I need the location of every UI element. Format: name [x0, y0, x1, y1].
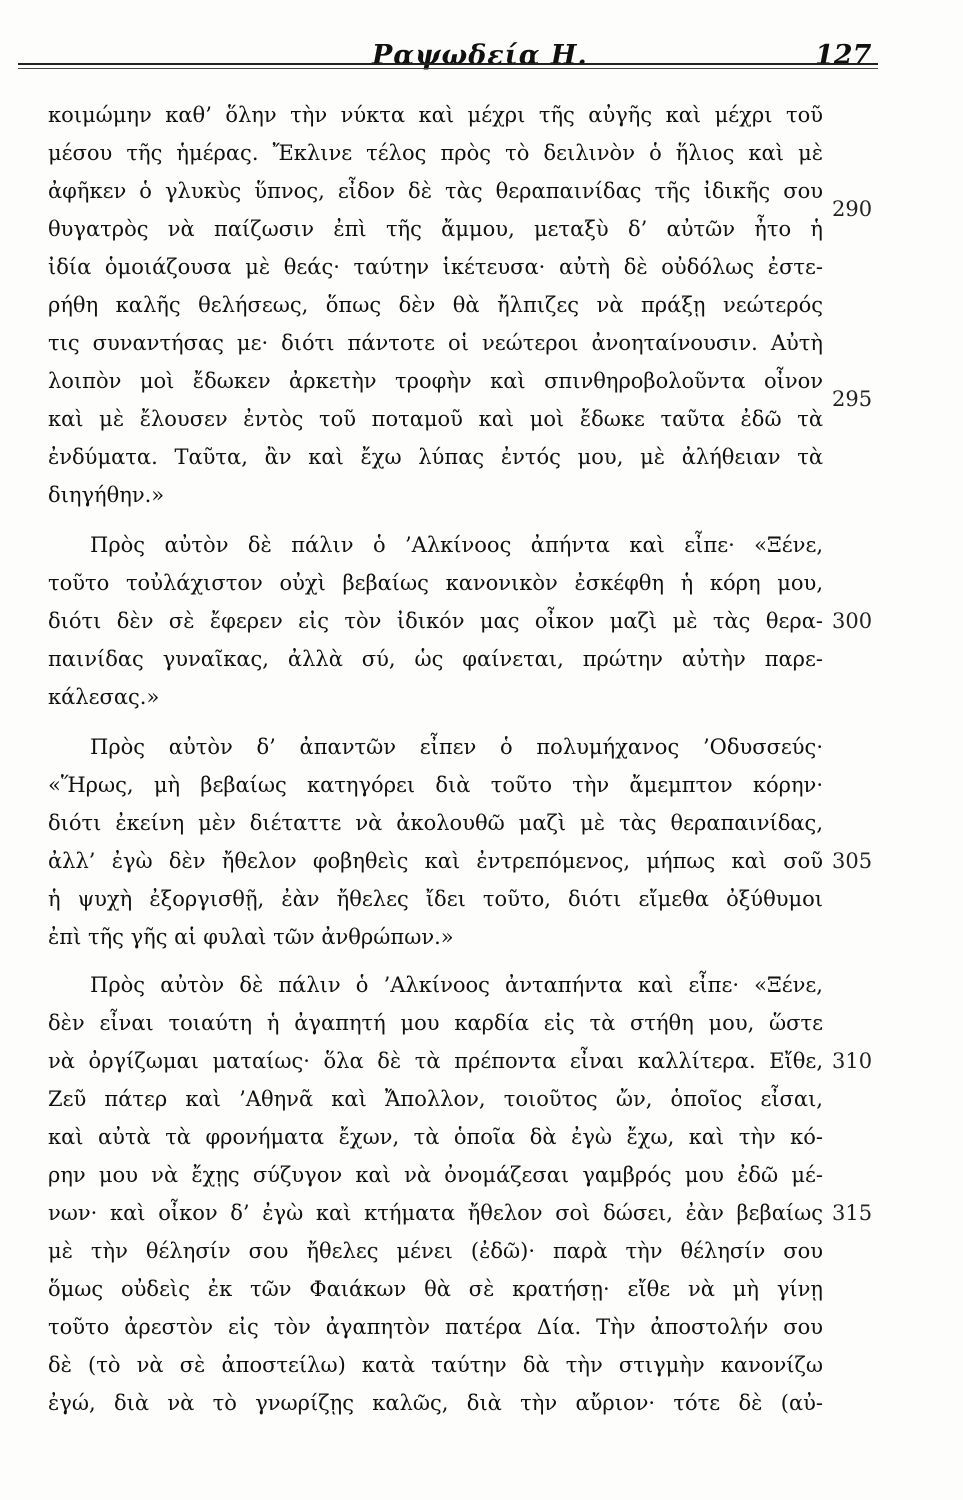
text-line: ἀφῆκεν ὁ γλυκὺς ὕπνος, εἶδον δὲ τὰς θεραπαινίδας τῆς ἰδικῆς σου: [48, 179, 823, 203]
page-number: 127: [815, 40, 872, 71]
text-line: καὶ μὲ ἔλουσεν ἐντὸς τοῦ ποταμοῦ καὶ μοὶ ἔδωκε ταῦτα ἐδῶ τὰ: [48, 407, 823, 431]
text-line: «Ἥρως, μὴ βεβαίως κατηγόρει διὰ τοῦτο τὴν ἄμεμπτον κόρην·: [48, 773, 823, 797]
page-header: [0, 36, 963, 76]
text-line: κοιμώμην καθ’ ὅλην τὴν νύκτα καὶ μέχρι τῆς αὐγῆς καὶ μέχρι τοῦ: [48, 103, 823, 127]
running-title: Ραψωδεία Η.: [372, 40, 588, 71]
verse-number: 295: [832, 387, 873, 411]
text-line: διηγήθην.»: [48, 483, 165, 507]
text-line: διότι δὲν σὲ ἔφερεν εἰς τὸν ἰδικόν μας οἶκον μαζὶ μὲ τὰς θερα-: [48, 609, 823, 633]
text-line: νὰ ὀργίζωμαι ματαίως· ὅλα δὲ τὰ πρέποντα εἶναι καλλίτερα. Εἴθε,: [48, 1049, 823, 1073]
text-line: ὅμως οὐδεὶς ἐκ τῶν Φαιάκων θὰ σὲ κρατήσῃ· εἴθε νὰ μὴ γίνῃ: [48, 1277, 823, 1301]
verse-number: 300: [832, 609, 873, 633]
text-line: δὲν εἶναι τοιαύτη ἡ ἀγαπητή μου καρδία εἰς τὰ στήθη μου, ὥστε: [48, 1011, 823, 1035]
header-rule-thin: [18, 68, 878, 69]
text-line: ἐπὶ τῆς γῆς αἱ φυλαὶ τῶν ἀνθρώπων.»: [48, 925, 454, 949]
text-line: ἐγώ, διὰ νὰ τὸ γνωρίζῃς καλῶς, διὰ τὴν αὔριον· τότε δὲ (αὐ-: [48, 1391, 823, 1415]
text-line: παινίδας γυναῖκας, ἀλλὰ σύ, ὡς φαίνεται, πρώτην αὐτὴν παρε-: [48, 647, 823, 671]
text-line: τοῦτο τοὐλάχιστον οὐχὶ βεβαίως κανονικὸν ἐσκέφθη ἡ κόρη μου,: [48, 571, 823, 595]
text-line: ἡ ψυχὴ ἐξοργισθῇ, ἐὰν ἤθελες ἴδει τοῦτο, διότι εἴμεθα ὀξύθυμοι: [48, 887, 823, 911]
text-line: ἐνδύματα. Ταῦτα, ἂν καὶ ἔχω λύπας ἐντός μου, μὲ ἀλήθειαν τὰ: [48, 445, 823, 469]
text-line: μέσου τῆς ἡμέρας. Ἔκλινε τέλος πρὸς τὸ δειλινὸν ὁ ἥλιος καὶ μὲ: [48, 141, 823, 165]
text-line: τις συναντήσας με· διότι πάντοτε οἱ νεώτεροι ἀνοηταίνουσιν. Αὐτὴ: [48, 331, 823, 355]
text-line: ἀλλ’ ἐγὼ δὲν ἤθελον φοβηθεὶς καὶ ἐντρεπόμενος, μήπως καὶ σοῦ: [48, 849, 823, 873]
text-line: νων· καὶ οἶκον δ’ ἐγὼ καὶ κτήματα ἤθελον σοὶ δώσει, ἐὰν βεβαίως: [48, 1201, 823, 1225]
verse-number: 310: [832, 1049, 873, 1073]
text-line: ρην μου νὰ ἔχῃς σύζυγον καὶ νὰ ὀνομάζεσαι γαμβρός μου ἐδῶ μέ-: [48, 1163, 823, 1187]
verse-number: 305: [832, 849, 873, 873]
text-line: ρήθη καλῆς θελήσεως, ὅπως δὲν θὰ ἤλπιζες νὰ πράξῃ νεώτερός: [48, 293, 823, 317]
text-line: Ζεῦ πάτερ καὶ ’Αθηνᾶ καὶ Ἄπολλον, τοιοῦτος ὤν, ὁποῖος εἶσαι,: [48, 1087, 823, 1111]
text-line: δὲ (τὸ νὰ σὲ ἀποστείλω) κατὰ ταύτην δὰ τὴν στιγμὴν κανονίζω: [48, 1353, 823, 1377]
text-line: τοῦτο ἀρεστὸν εἰς τὸν ἀγαπητὸν πατέρα Δία. Τὴν ἀποστολήν σου: [48, 1315, 823, 1339]
header-rule: [18, 63, 878, 65]
verse-number: 290: [832, 197, 873, 221]
text-line: ἰδία ὁμοιάζουσα μὲ θεάς· ταύτην ἱκέτευσα· αὐτὴ δὲ οὐδόλως ἐστε-: [48, 255, 823, 279]
text-line: Πρὸς αὐτὸν δὲ πάλιν ὁ ’Αλκίνοος ἀνταπήντα καὶ εἶπε· «Ξένε,: [90, 973, 823, 997]
verse-number: 315: [832, 1201, 873, 1225]
text-line: θυγατρὸς νὰ παίζωσιν ἐπὶ τῆς ἄμμου, μεταξὺ δ’ αὐτῶν ἦτο ἡ: [48, 217, 823, 241]
text-line: μὲ τὴν θέλησίν σου ἤθελες μένει (ἐδῶ)· παρὰ τὴν θέλησίν σου: [48, 1239, 823, 1263]
text-line: διότι ἐκείνη μὲν διέταττε νὰ ἀκολουθῶ μαζὶ μὲ τὰς θεραπαινίδας,: [48, 811, 823, 835]
text-line: καὶ αὐτὰ τὰ φρονήματα ἔχων, τὰ ὁποῖα δὰ ἐγὼ ἔχω, καὶ τὴν κό-: [48, 1125, 823, 1149]
text-line: Πρὸς αὐτὸν δ’ ἀπαντῶν εἶπεν ὁ πολυμήχανος ’Οδυσσεύς·: [90, 735, 823, 759]
text-line: λοιπὸν μοὶ ἔδωκεν ἀρκετὴν τροφὴν καὶ σπινθηροβολοῦντα οἶνον: [48, 369, 823, 393]
text-line: Πρὸς αὐτὸν δὲ πάλιν ὁ ’Αλκίνοος ἀπήντα καὶ εἶπε· «Ξένε,: [90, 533, 823, 557]
text-line: κάλεσας.»: [48, 685, 160, 709]
